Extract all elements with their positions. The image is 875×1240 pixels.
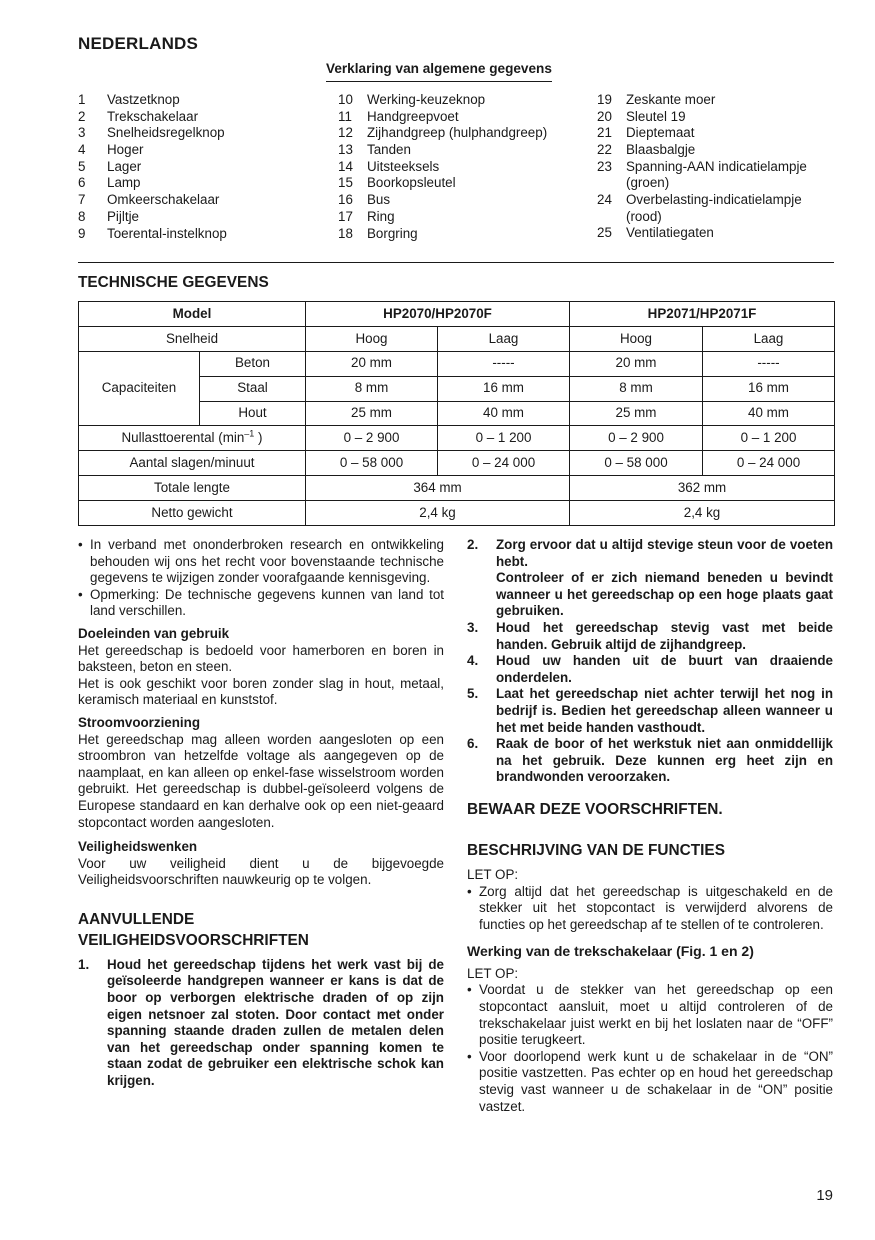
legend-item: 7 Omkeerschakelaar bbox=[78, 192, 220, 208]
legend-column-2 bbox=[338, 92, 588, 242]
specs-table bbox=[78, 301, 835, 526]
safety-rule: 3. Houd het gereedschap stevig vast met beide handen. Gebruik altijd de zijhandgreep. bbox=[467, 619, 833, 652]
extra-safety-heading: AANVULLENDE VEILIGHEIDSVOORSCHRIFTEN bbox=[78, 910, 309, 949]
table-cell: 0 – 2 900 bbox=[306, 426, 438, 451]
spec-notes bbox=[78, 537, 444, 620]
list-item: • In verband met ononderbroken research en ontwikkeling behouden wij ons het recht voor bovenstaande technische gegevens te wijzigen zonder voorafgaande kennisgeving. bbox=[78, 537, 444, 587]
safety-rule: 4. Houd uw handen uit de buurt van draaiende onderdelen. bbox=[467, 653, 833, 685]
list-item: • Voor doorlopend werk kunt u de schakelaar in de “ON” positie vastzetten. Pas echter op en houd het gereedschap stevig vast wanneer u de schakelaar in de “ON” positie vastzet. bbox=[467, 1049, 833, 1115]
legend-item: 19 Zeskante moer bbox=[597, 92, 716, 107]
legend-item: 14 Uitsteeksels bbox=[338, 158, 440, 174]
table-row bbox=[79, 426, 835, 451]
legend-item: 11 Handgreepvoet bbox=[338, 108, 459, 124]
table-cell: 40 mm bbox=[703, 401, 835, 426]
table-row bbox=[79, 351, 835, 376]
safety-rule: 1. Houd het gereedschap tijdens het werk vast bij de geïsoleerde handgrepen wanneer er kans is dat de boor op verborgen elektrische draden of op zijn eigen netsnoer zal stoten. Door contact met onder spanning staande draden zullen de metalen delen van het gereedschap onder spanning komen te staan zodat de gebruiker een elektrische schok kan krijgen. bbox=[78, 956, 444, 1089]
list-item: • Voordat u de stekker van het gereedschap op een stopcontact aansluit, moet u altijd controleren of de trekschakelaar juist werkt en bij het loslaten naar de “OFF” positie terugkeert. bbox=[467, 982, 833, 1048]
table-cell: Beton bbox=[200, 351, 306, 376]
page-number: 19 bbox=[816, 1187, 833, 1204]
safety-paragraph: Voor uw veiligheid dient u de bijgevoegde Veiligheidsvoorschriften nauwkeurig op te volgen. bbox=[78, 855, 444, 888]
legend-item: 10 Werking-keuzeknop bbox=[338, 92, 486, 107]
table-cell: HP2071/HP2071F bbox=[570, 302, 835, 327]
table-row bbox=[79, 476, 835, 501]
list-item: • Opmerking: De technische gegevens kunnen van land tot land verschillen. bbox=[78, 587, 444, 620]
table-row bbox=[79, 451, 835, 476]
table-cell: HP2070/HP2070F bbox=[306, 302, 570, 327]
switch-heading: Werking van de trekschakelaar (Fig. 1 en 2) bbox=[467, 943, 754, 960]
section-divider bbox=[78, 262, 834, 263]
table-cell: Model bbox=[79, 302, 306, 327]
legend-column-3 bbox=[597, 92, 834, 242]
left-column bbox=[78, 537, 444, 1090]
legend-item: 3 Snelheidsregelknop bbox=[78, 125, 225, 141]
table-cell: 362 mm bbox=[570, 476, 835, 501]
right-column bbox=[467, 537, 833, 1115]
table-cell: 0 – 1 200 bbox=[438, 426, 570, 451]
table-cell: 0 – 58 000 bbox=[570, 451, 703, 476]
legend-item: 17 Ring bbox=[338, 208, 395, 224]
table-cell: Hoog bbox=[570, 326, 703, 351]
legend-item: 16 Bus bbox=[338, 192, 391, 208]
legend-item: 1 Vastzetknop bbox=[78, 92, 180, 107]
legend-item: 6 Lamp bbox=[78, 175, 141, 191]
legend-item: 8 Pijltje bbox=[78, 208, 139, 224]
table-cell: 0 – 58 000 bbox=[306, 451, 438, 476]
switch-list bbox=[467, 982, 833, 1115]
caution-label: LET OP: bbox=[467, 866, 519, 882]
table-cell: Laag bbox=[438, 326, 570, 351]
legend-item: 5 Lager bbox=[78, 158, 142, 174]
use-paragraph: Het is ook geschikt voor boren zonder slag in hout, metaal, keramisch materiaal en kunststof. bbox=[78, 675, 444, 708]
functions-heading: BESCHRIJVING VAN DE FUNCTIES bbox=[467, 841, 725, 859]
table-cell: 25 mm bbox=[570, 401, 703, 426]
caution-list bbox=[467, 884, 833, 934]
table-cell: 8 mm bbox=[570, 376, 703, 401]
table-cell: Staal bbox=[200, 376, 306, 401]
legend-item: 12 Zijhandgreep (hulphandgreep) bbox=[338, 125, 548, 141]
list-item: • Zorg altijd dat het gereedschap is uitgeschakeld en de stekker uit het stopcontact is verwijderd alvorens de functies op het gereedschap af te stellen of te controleren. bbox=[467, 884, 833, 934]
table-cell: Nullasttoerental ($\min^{-1}$ ) bbox=[79, 426, 306, 451]
table-cell: 8 mm bbox=[306, 376, 438, 401]
table-cell: 20 mm bbox=[306, 351, 438, 376]
table-cell: 0 – 1 200 bbox=[703, 426, 835, 451]
table-cell: Snelheid bbox=[79, 326, 306, 351]
legend-item: 18 Borgring bbox=[338, 225, 418, 241]
table-row bbox=[79, 501, 835, 526]
language-heading: NEDERLANDS bbox=[78, 34, 199, 53]
table-cell: 2,4 kg bbox=[306, 501, 570, 526]
legend-item: 4 Hoger bbox=[78, 142, 144, 158]
legend-title: Verklaring van algemene gegevens bbox=[326, 61, 552, 82]
legend-item: 24 Overbelasting-indicatielampje (rood) bbox=[597, 191, 802, 224]
table-cell: 0 – 24 000 bbox=[438, 451, 570, 476]
table-cell: Aantal slagen/minuut bbox=[79, 451, 306, 476]
table-cell: Totale lengte bbox=[79, 476, 306, 501]
table-row bbox=[79, 302, 835, 327]
table-cell: 364 mm bbox=[306, 476, 570, 501]
safety-heading: Veiligheidswenken bbox=[78, 839, 198, 855]
table-cell: 40 mm bbox=[438, 401, 570, 426]
legend-item: 25 Ventilatiegaten bbox=[597, 225, 714, 241]
legend-item: 9 Toerental-instelknop bbox=[78, 225, 227, 241]
table-cell: 0 – 2 900 bbox=[570, 426, 703, 451]
table-cell: 25 mm bbox=[306, 401, 438, 426]
table-cell: ----- bbox=[703, 351, 835, 376]
power-paragraph: Het gereedschap mag alleen worden aangesloten op een stroombron van hetzelfde voltage als aangegeven op de naamplaat, en kan alleen op enkel-fase wisselstroom worden gebruikt. Het gereedschap is dubbel-geïsoleerd volgens de Europese standaard en kan derhalve ook op een niet-geaard stopcontact worden aangesloten. bbox=[78, 731, 444, 830]
legend-column-1 bbox=[78, 92, 328, 242]
legend-item: 23 Spanning-AAN indicatielampje (groen) bbox=[597, 158, 807, 191]
specs-heading: TECHNISCHE GEGEVENS bbox=[78, 274, 269, 291]
table-cell: Hoog bbox=[306, 326, 438, 351]
safety-rule: 2. Zorg ervoor dat u altijd stevige steun voor de voeten hebt. Controleer of er zich niemand beneden u bevindt wanneer u het gereedschap op een hoge plaats gaat gebruiken. bbox=[467, 537, 833, 619]
safety-rule: 6. Raak de boor of het werkstuk niet aan onmiddellijk na het gebruik. Deze kunnen erg heet zijn en brandwonden veroorzaken. bbox=[467, 736, 833, 785]
table-cell: 20 mm bbox=[570, 351, 703, 376]
table-cell: 16 mm bbox=[438, 376, 570, 401]
table-cell: 16 mm bbox=[703, 376, 835, 401]
table-cell: Hout bbox=[200, 401, 306, 426]
table-cell: ----- bbox=[438, 351, 570, 376]
legend-item: 20 Sleutel 19 bbox=[597, 108, 686, 124]
table-cell: Netto gewicht bbox=[79, 501, 306, 526]
safety-rule: 5. Laat het gereedschap niet achter terwijl het nog in bedrijf is. Bedien het gereedschap alleen wanneer u het met beide handen vasthoudt. bbox=[467, 686, 833, 735]
power-heading: Stroomvoorziening bbox=[78, 714, 201, 730]
use-heading: Doeleinden van gebruik bbox=[78, 625, 230, 641]
caution-label: LET OP: bbox=[467, 965, 519, 981]
legend-item: 2 Trekschakelaar bbox=[78, 108, 199, 124]
legend-item: 13 Tanden bbox=[338, 142, 411, 158]
table-cell: Capaciteiten bbox=[79, 351, 200, 426]
keep-instructions-heading: BEWAAR DEZE VOORSCHRIFTEN. bbox=[467, 800, 723, 818]
legend-item: 15 Boorkopsleutel bbox=[338, 175, 456, 191]
legend-item: 22 Blaasbalgje bbox=[597, 142, 696, 158]
table-cell: 0 – 24 000 bbox=[703, 451, 835, 476]
table-row bbox=[79, 326, 835, 351]
table-cell: Laag bbox=[703, 326, 835, 351]
table-cell: 2,4 kg bbox=[570, 501, 835, 526]
legend-item: 21 Dieptemaat bbox=[597, 125, 695, 141]
use-paragraph: Het gereedschap is bedoeld voor hamerboren en boren in baksteen, beton en steen. bbox=[78, 642, 444, 675]
